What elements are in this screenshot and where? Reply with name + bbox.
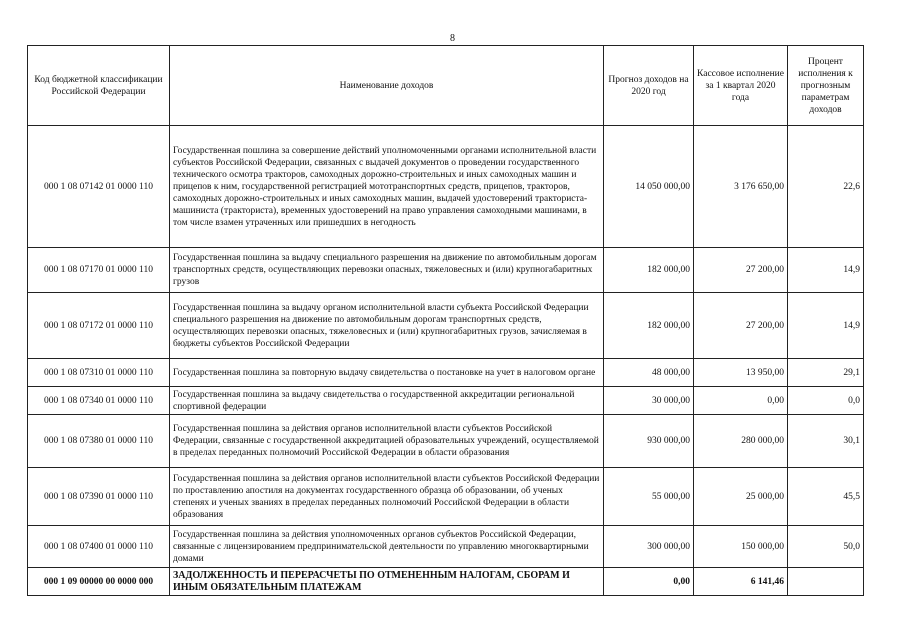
table-row xyxy=(28,526,864,568)
row-forecast: 0,00 xyxy=(604,568,694,596)
row-percent: 14,9 xyxy=(788,248,864,293)
row-name: Государственная пошлина за совершение действий уполномоченными органами исполнительной власти субъектов Российской Федерации, связанных с выдачей документов о проведении государственного технического осмотра тракторов, самоходных дорожно-строительных и иных самоходных машин и прицепов к ним, государственной регистрацией мототранспортных средств, прицепов, тракторов, самоходных дорожно-строительных и иных самоходных машин, выдачей удостоверений тракториста-машиниста (тракториста), временных удостоверений на право управления самоходными машинами, в том числе взамен утраченных или пришедших в негодность xyxy=(170,126,604,248)
row-code: 000 1 08 07170 01 0000 110 xyxy=(28,248,170,293)
row-code: 000 1 08 07340 01 0000 110 xyxy=(28,387,170,415)
row-percent: 14,9 xyxy=(788,293,864,359)
row-cash: 27 200,00 xyxy=(694,293,788,359)
page-number: 8 xyxy=(450,33,455,44)
row-cash: 27 200,00 xyxy=(694,248,788,293)
table-row xyxy=(28,468,864,526)
table-row xyxy=(28,415,864,468)
row-cash: 6 141,46 xyxy=(694,568,788,596)
table-row xyxy=(28,387,864,415)
table-row xyxy=(28,126,864,248)
table-row-total xyxy=(28,568,864,596)
row-forecast: 48 000,00 xyxy=(604,359,694,387)
row-code: 000 1 08 07400 01 0000 110 xyxy=(28,526,170,568)
row-percent xyxy=(788,568,864,596)
header-cash: Кассовое исполнение за 1 квартал 2020 года xyxy=(694,46,788,126)
row-cash: 150 000,00 xyxy=(694,526,788,568)
row-cash: 13 950,00 xyxy=(694,359,788,387)
table-header-row xyxy=(28,46,864,126)
row-percent: 45,5 xyxy=(788,468,864,526)
row-cash: 3 176 650,00 xyxy=(694,126,788,248)
row-cash: 0,00 xyxy=(694,387,788,415)
row-code: 000 1 08 07172 01 0000 110 xyxy=(28,293,170,359)
row-name: Государственная пошлина за выдачу органом исполнительной власти субъекта Российской Федерации специального разрешения на движение по автомобильным дорогам транспортных средств, осуществляющих перевозки опасных, тяжеловесных и (или) крупногабаритных грузов, зачисляемая в бюджеты субъектов Российской Федерации xyxy=(170,293,604,359)
row-forecast: 55 000,00 xyxy=(604,468,694,526)
row-code: 000 1 08 07142 01 0000 110 xyxy=(28,126,170,248)
row-percent: 0,0 xyxy=(788,387,864,415)
row-name: ЗАДОЛЖЕННОСТЬ И ПЕРЕРАСЧЕТЫ ПО ОТМЕНЕННЫМ НАЛОГАМ, СБОРАМ И ИНЫМ ОБЯЗАТЕЛЬНЫМ ПЛАТЕЖАМ xyxy=(170,568,604,596)
row-forecast: 30 000,00 xyxy=(604,387,694,415)
row-name: Государственная пошлина за выдачу специального разрешения на движение по автомобильным дорогам транспортных средств, осуществляющих перевозки опасных, тяжеловесных и (или) крупногабаритных грузов xyxy=(170,248,604,293)
header-percent: Процент исполнения к прогнозным параметрам доходов xyxy=(788,46,864,126)
row-name: Государственная пошлина за действия органов исполнительной власти субъектов Российской Федерации, связанные с государственной аккредитацией образовательных учреждений, осуществляемой в пределах переданных полномочий Российской Федерации в области образования xyxy=(170,415,604,468)
row-forecast: 930 000,00 xyxy=(604,415,694,468)
row-percent: 50,0 xyxy=(788,526,864,568)
row-name: Государственная пошлина за выдачу свидетельства о государственной аккредитации региональной спортивной федерации xyxy=(170,387,604,415)
row-forecast: 182 000,00 xyxy=(604,248,694,293)
row-name: Государственная пошлина за действия органов исполнительной власти субъектов Российской Федерации по проставлению апостиля на документах государственного образца об образовании, об ученых степенях и ученых званиях в пределах переданных полномочий Российской Федерации в области образования xyxy=(170,468,604,526)
row-code: 000 1 08 07310 01 0000 110 xyxy=(28,359,170,387)
table-row xyxy=(28,293,864,359)
row-name: Государственная пошлина за действия уполномоченных органов субъектов Российской Федерации, связанные с лицензированием предпринимательской деятельности по управлению многоквартирными домами xyxy=(170,526,604,568)
revenue-table xyxy=(27,45,864,596)
row-forecast: 300 000,00 xyxy=(604,526,694,568)
row-percent: 30,1 xyxy=(788,415,864,468)
table-row xyxy=(28,359,864,387)
row-cash: 280 000,00 xyxy=(694,415,788,468)
row-name: Государственная пошлина за повторную выдачу свидетельства о постановке на учет в налоговом органе xyxy=(170,359,604,387)
header-forecast: Прогноз доходов на 2020 год xyxy=(604,46,694,126)
row-forecast: 182 000,00 xyxy=(604,293,694,359)
row-percent: 29,1 xyxy=(788,359,864,387)
row-code: 000 1 08 07390 01 0000 110 xyxy=(28,468,170,526)
table-row xyxy=(28,248,864,293)
row-code: 000 1 09 00000 00 0000 000 xyxy=(28,568,170,596)
row-forecast: 14 050 000,00 xyxy=(604,126,694,248)
row-code: 000 1 08 07380 01 0000 110 xyxy=(28,415,170,468)
header-name: Наименование доходов xyxy=(170,46,604,126)
row-cash: 25 000,00 xyxy=(694,468,788,526)
row-percent: 22,6 xyxy=(788,126,864,248)
header-code: Код бюджетной классификации Российской Федерации xyxy=(28,46,170,126)
